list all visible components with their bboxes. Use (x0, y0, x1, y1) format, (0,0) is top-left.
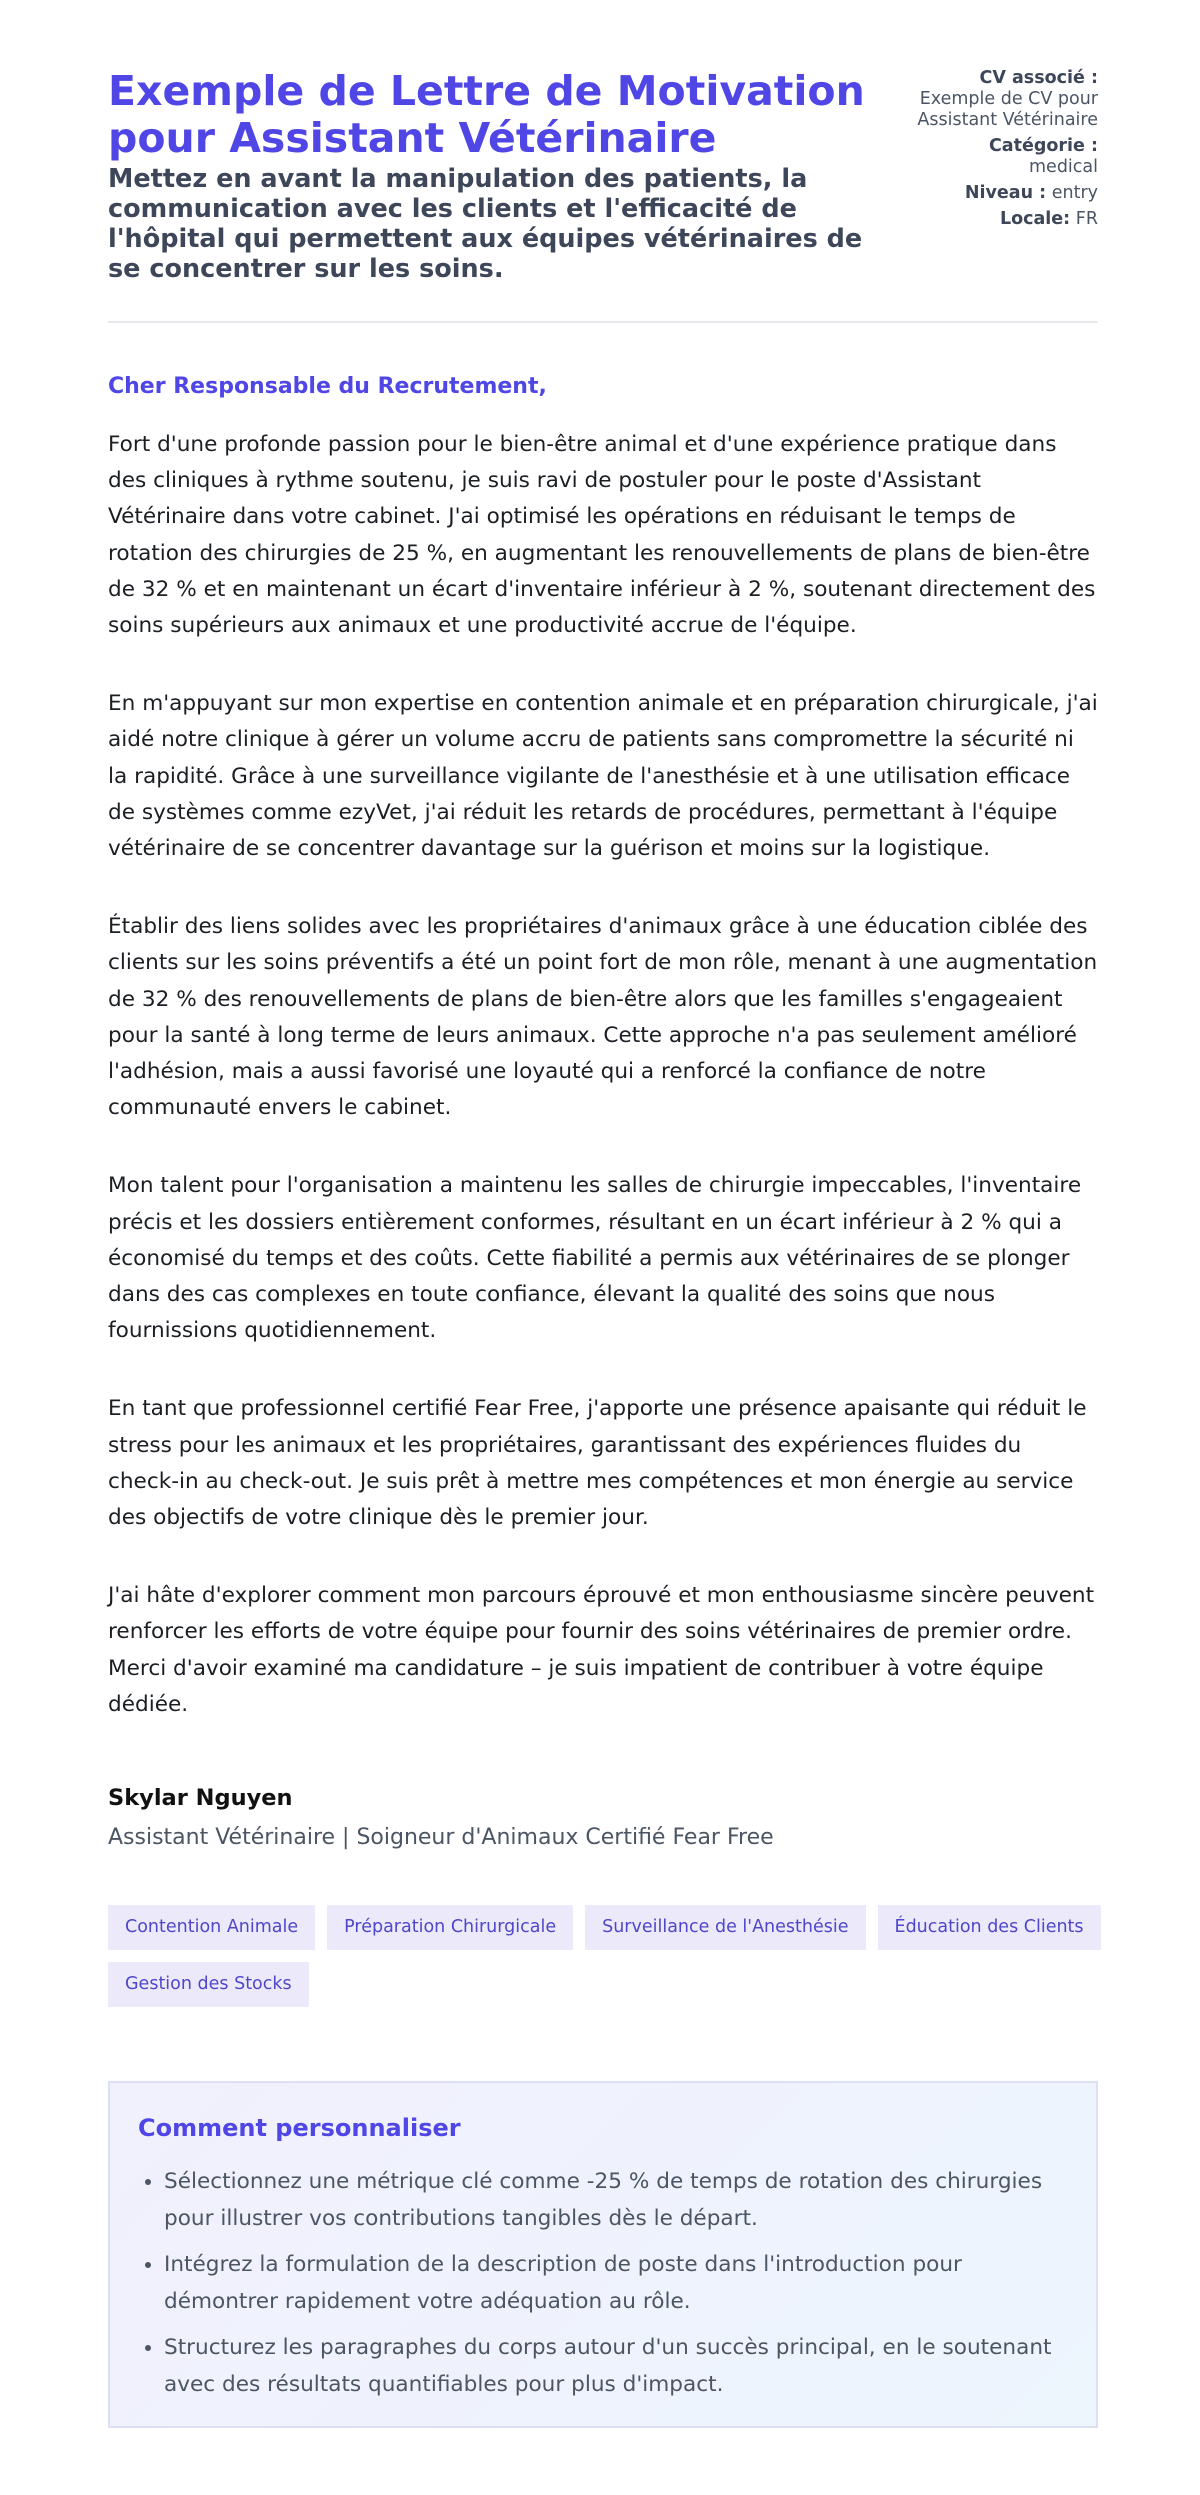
meta-category-label: Catégorie : (988, 136, 1098, 156)
meta-category (900, 136, 1098, 178)
meta-locale-label: Locale: (999, 209, 1071, 229)
meta-cv (900, 68, 1098, 131)
meta-cv-label: CV associé : (979, 68, 1098, 88)
greeting: Cher Responsable du Recrutement, (108, 374, 547, 399)
skill-tag: Éducation des Clients (878, 1905, 1101, 1950)
signature (108, 1783, 1098, 1853)
skill-tags (108, 1905, 1108, 2007)
letter-paragraph: Mon talent pour l'organisation a maintenu les salles de chirurgie impeccables, l'inventaire précis et les dossiers entièrement conformes, résultant en un écart inférieur à 2 % qui a économisé du temps et des coûts. Cette fiabilité a permis aux vétérinaires de se plonger dans des cas complexes en toute confiance, élevant la qualité des soins que nous fournissions quotidiennement. (108, 1173, 1082, 1344)
page-subtitle: Mettez en avant la manipulation des patients, la communication avec les clients et l'efficacité de l'hôpital qui permettent aux équipes vétérinaires de se concentrer sur les soins. (108, 164, 863, 284)
signer-name: Skylar Nguyen (108, 1785, 293, 1812)
tip-item: • Sélectionnez une métrique clé comme -25 % de temps de rotation des chirurgies pour illustrer vos contributions tangibles dès le départ. (164, 2163, 1068, 2237)
meta-level-label: Niveau : (964, 183, 1047, 203)
meta-level-value: entry (1051, 183, 1098, 203)
meta-level (900, 183, 1098, 204)
meta-category-value: medical (1029, 157, 1098, 177)
letter-paragraph: Fort d'une profonde passion pour le bien-être animal et d'une expérience pratique dans des cliniques à rythme soutenu, je suis ravi de postuler pour le poste d'Assistant Vétérinaire dans votre cabinet. J'ai optimisé les opérations en réduisant le temps de rotation des chirurgies de 25 %, en augmentant les renouvellements de plans de bien-être de 32 % et en maintenant un écart d'inventaire inférieur à 2 %, soutenant directement des soins supérieurs aux animaux et une productivité accrue de l'équipe. (108, 432, 1096, 639)
meta-cv-value: Exemple de CV pour Assistant Vétérinaire (917, 89, 1098, 130)
header-divider (108, 321, 1098, 323)
meta-panel (900, 68, 1098, 235)
customization-tips (108, 2081, 1098, 2428)
skill-tag: Gestion des Stocks (108, 1962, 309, 2007)
page-header (108, 68, 1098, 284)
skill-tag: Contention Animale (108, 1905, 315, 1950)
tips-title: Comment personnaliser (138, 2114, 461, 2143)
letter-paragraph: J'ai hâte d'explorer comment mon parcours éprouvé et mon enthousiasme sincère peuvent renforcer les efforts de votre équipe pour fournir des soins vétérinaires de premier ordre. Merci d'avoir examiné ma candidature – je suis impatient de contribuer à votre équipe dédiée. (108, 1583, 1095, 1717)
page-title: Exemple de Lettre de Motivation pour Assistant Vétérinaire (108, 67, 865, 162)
letter-paragraph: En m'appuyant sur mon expertise en contention animale et en préparation chirurgicale, j'ai aidé notre clinique à gérer un volume accru de patients sans compromettre la sécurité ni la rapidité. Grâce à une surveillance vigilante de l'anesthésie et à une utilisation efficace de systèmes comme ezyVet, j'ai réduit les retards de procédures, permettant à l'équipe vétérinaire de se concentrer davantage sur la guérison et moins sur la logistique. (108, 691, 1098, 862)
skill-tag: Surveillance de l'Anesthésie (585, 1905, 865, 1950)
skill-tag: Préparation Chirurgicale (327, 1905, 573, 1950)
letter-body (108, 427, 1098, 1723)
title-block (108, 68, 900, 284)
tip-item: • Intégrez la formulation de la description de poste dans l'introduction pour démontrer rapidement votre adéquation au rôle. (164, 2246, 1068, 2320)
tips-list (138, 2163, 1068, 2403)
meta-locale-value: FR (1075, 209, 1098, 229)
signer-role: Assistant Vétérinaire | Soigneur d'Animaux Certifié Fear Free (108, 1825, 774, 1851)
tip-item: • Structurez les paragraphes du corps autour d'un succès principal, en le soutenant avec des résultats quantifiables pour plus d'impact. (164, 2329, 1068, 2403)
letter-paragraph: Établir des liens solides avec les propriétaires d'animaux grâce à une éducation ciblée des clients sur les soins préventifs a été un point fort de mon rôle, menant à une augmentation de 32 % des renouvellements de plans de bien-être alors que les familles s'engageaient pour la santé à long terme de leurs animaux. Cette approche n'a pas seulement amélioré l'adhésion, mais a aussi favorisé une loyauté qui a renforcé la confiance de notre communauté envers le cabinet. (108, 914, 1098, 1121)
meta-locale (900, 209, 1098, 230)
letter-paragraph: En tant que professionnel certifié Fear Free, j'apporte une présence apaisante qui réduit le stress pour les animaux et les propriétaires, garantissant des expériences fluides du check-in au check-out. Je suis prêt à mettre mes compétences et mon énergie au service des objectifs de votre clinique dès le premier jour. (108, 1396, 1087, 1531)
cover-letter-page (108, 68, 1098, 2428)
